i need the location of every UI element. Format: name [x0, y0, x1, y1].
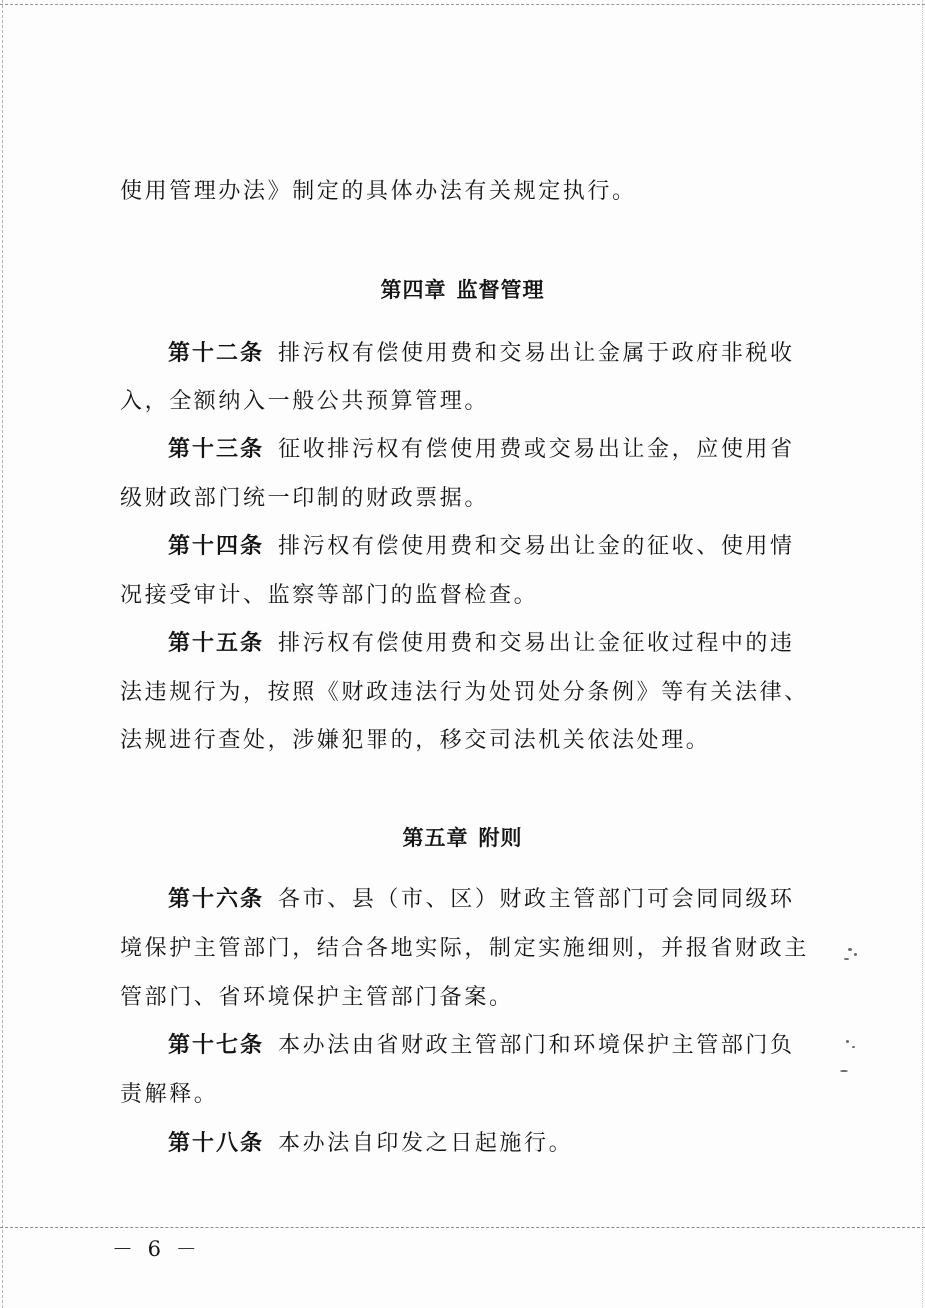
scan-speck — [852, 1046, 855, 1048]
article-13-line-2: 级财政部门统一印制的财政票据。 — [120, 486, 490, 511]
article-16-line-3: 管部门、省环境保护主管部门备案。 — [120, 985, 514, 1010]
article-15-text-1: 排污权有偿使用费和交易出让金征收过程中的违 — [278, 631, 795, 656]
scan-edge-top — [0, 4, 925, 5]
article-12-line-1 — [168, 338, 820, 370]
article-13-number: 第十三条 — [168, 437, 265, 462]
scan-edge-left — [2, 0, 3, 1308]
scan-speck — [840, 1070, 848, 1072]
article-15-line-2: 法违规行为，按照《财政违法行为处罚处分条例》等有关法律、 — [120, 680, 809, 705]
scan-edge-right — [922, 0, 923, 1308]
scan-speck — [846, 1040, 849, 1043]
article-18-text-1: 本办法自印发之日起施行。 — [278, 1131, 574, 1156]
chapter-4-number: 第四章 — [380, 278, 447, 302]
article-12-number: 第十二条 — [168, 341, 265, 366]
article-16-number: 第十六条 — [168, 887, 265, 912]
continuation-line: 使用管理办法》制定的具体办法有关规定执行。 — [120, 179, 637, 204]
article-14-line-1 — [168, 531, 820, 563]
article-17-line-1 — [168, 1030, 820, 1062]
article-16-text-1: 各市、县（市、区）财政主管部门可会同同级环 — [278, 887, 795, 912]
article-15-number: 第十五条 — [168, 631, 265, 656]
article-18-number: 第十八条 — [168, 1131, 265, 1156]
chapter-5-title: 附则 — [478, 826, 523, 850]
article-14-number: 第十四条 — [168, 534, 265, 559]
chapter-4-heading — [0, 274, 925, 306]
scan-speck — [844, 958, 849, 960]
article-14-line-2: 况接受审计、监察等部门的监督检查。 — [120, 583, 539, 608]
article-16-line-2: 境保护主管部门，结合各地实际，制定实施细则，并报省财政主 — [120, 936, 809, 961]
article-14-text-1: 排污权有偿使用费和交易出让金的征收、使用情 — [278, 534, 795, 559]
article-12-line-2: 入，全额纳入一般公共预算管理。 — [120, 389, 490, 414]
article-18-line-1 — [168, 1128, 820, 1160]
article-17-text-1: 本办法由省财政主管部门和环境保护主管部门负 — [278, 1033, 795, 1058]
article-15-line-1 — [168, 628, 820, 660]
chapter-5-number: 第五章 — [402, 826, 469, 850]
chapter-5-heading — [0, 822, 925, 854]
scan-speck — [854, 953, 857, 956]
article-17-line-2: 责解释。 — [120, 1082, 219, 1107]
scan-speck — [848, 948, 852, 951]
page-number: － 6 － — [112, 1237, 201, 1261]
article-12-text-1: 排污权有偿使用费和交易出让金属于政府非税收 — [278, 341, 795, 366]
article-17-number: 第十七条 — [168, 1033, 265, 1058]
article-13-text-1: 征收排污权有偿使用费或交易出让金，应使用省 — [278, 437, 795, 462]
chapter-4-title: 监督管理 — [456, 278, 545, 302]
article-15-line-3: 法规进行查处，涉嫌犯罪的，移交司法机关依法处理。 — [120, 728, 711, 753]
article-13-line-1 — [168, 434, 820, 466]
article-16-line-1 — [168, 884, 820, 916]
footer-rule — [0, 1227, 925, 1228]
